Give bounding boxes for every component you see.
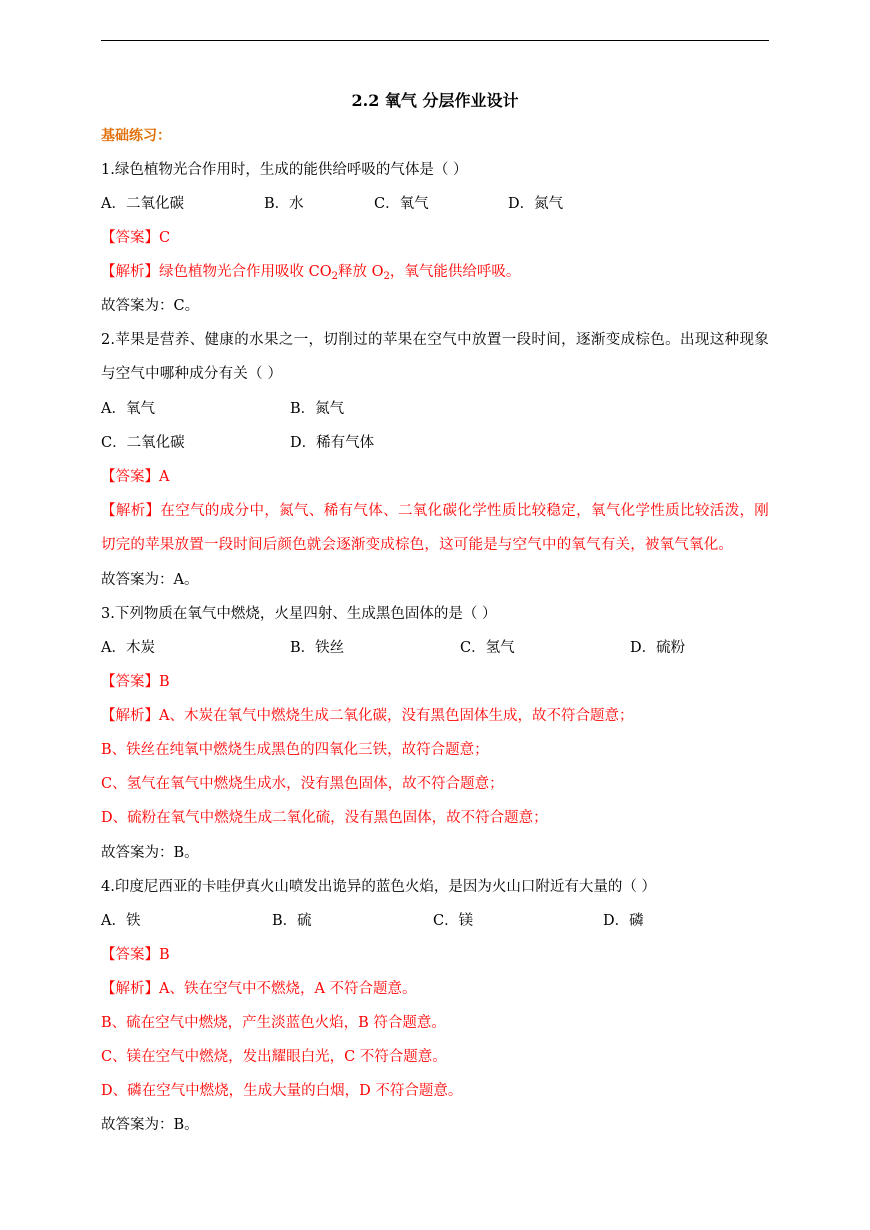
q2-option-d: D．稀有气体	[290, 435, 375, 451]
q1-option-a: A．二氧化碳	[101, 196, 184, 212]
section-label: 基础练习：	[101, 128, 171, 144]
q2-conclusion: 故答案为：A。	[101, 572, 199, 588]
q2-answer: 【答案】A	[101, 469, 170, 485]
q1-conclusion: 故答案为：C。	[101, 298, 200, 314]
q3-analysis-line: D、硫粉在氧气中燃烧生成二氧化硫，没有黑色固体，故不符合题意；	[101, 810, 548, 826]
q3-option-c: C．氢气	[460, 640, 515, 656]
q4-stem: 4.印度尼西亚的卡哇伊真火山喷发出诡异的蓝色火焰，是因为火山口附近有大量的（ ）	[101, 879, 656, 895]
q1-option-b: B．水	[264, 196, 304, 212]
q3-analysis-line: C、氢气在氧气中燃烧生成水，没有黑色固体，故不符合题意；	[101, 776, 504, 792]
q2-option-a: A．氧气	[101, 401, 155, 417]
q3-stem: 3.下列物质在氧气中燃烧，火星四射、生成黑色固体的是（ ）	[101, 606, 497, 622]
q4-option-c: C．镁	[433, 913, 474, 929]
q1-option-c: C．氧气	[374, 196, 429, 212]
q3-analysis-line: B、铁丝在纯氧中燃烧生成黑色的四氧化三铁，故符合题意；	[101, 742, 489, 758]
q4-answer: 【答案】B	[101, 947, 170, 963]
q4-analysis-line: B、硫在空气中燃烧，产生淡蓝色火焰，B 符合题意。	[101, 1015, 446, 1031]
q4-option-d: D．磷	[603, 913, 644, 929]
q2-stem: 2.苹果是营养、健康的水果之一，切削过的苹果在空气中放置一段时间，逐渐变成棕色。出现这种现象与空气中哪种成分有关（ ）	[101, 332, 769, 382]
q1-analysis-part-b: 释放 O	[337, 264, 384, 280]
q1-analysis-part-c: ，氧气能供给呼吸。	[389, 264, 521, 280]
q4-analysis-line: 【解析】A、铁在空气中不燃烧，A 不符合题意。	[101, 981, 417, 997]
q3-conclusion: 故答案为：B。	[101, 845, 199, 861]
q1-analysis-sub-1: 2	[331, 271, 338, 282]
header-rule	[101, 40, 769, 41]
q2-option-c: C．二氧化碳	[101, 435, 185, 451]
q1-analysis	[101, 262, 520, 282]
q1-analysis-sub-2: 2	[383, 271, 390, 282]
q1-stem: 1.绿色植物光合作用时，生成的能供给呼吸的气体是（ ）	[101, 162, 468, 178]
q4-analysis-line: D、磷在空气中燃烧，生成大量的白烟，D 不符合题意。	[101, 1083, 463, 1099]
q4-conclusion: 故答案为：B。	[101, 1117, 199, 1133]
q1-option-d: D．氮气	[508, 196, 564, 212]
q3-option-d: D．硫粉	[630, 640, 686, 656]
q3-option-a: A．木炭	[101, 640, 155, 656]
q2-analysis: 【解析】在空气的成分中，氮气、稀有气体、二氧化碳化学性质比较稳定，氧气化学性质比较活泼，刚切完的苹果放置一段时间后颜色就会逐渐变成棕色，这可能是与空气中的氧气有关，被氧气氧化。	[101, 503, 769, 553]
q3-option-b: B．铁丝	[290, 640, 345, 656]
q4-option-a: A．铁	[101, 913, 141, 929]
q4-analysis-line: C、镁在空气中燃烧，发出耀眼白光，C 不符合题意。	[101, 1049, 447, 1065]
q1-answer: 【答案】C	[101, 230, 171, 246]
q2-option-b: B．氮气	[290, 401, 345, 417]
document-title: 2.2 氧气 分层作业设计	[351, 91, 519, 110]
q4-option-b: B．硫	[272, 913, 312, 929]
q3-analysis-line: 【解析】A、木炭在氧气中燃烧生成二氧化碳，没有黑色固体生成，故不符合题意；	[101, 708, 634, 724]
q3-answer: 【答案】B	[101, 674, 170, 690]
q1-analysis-part-a: 【解析】绿色植物光合作用吸收 CO	[101, 264, 332, 280]
